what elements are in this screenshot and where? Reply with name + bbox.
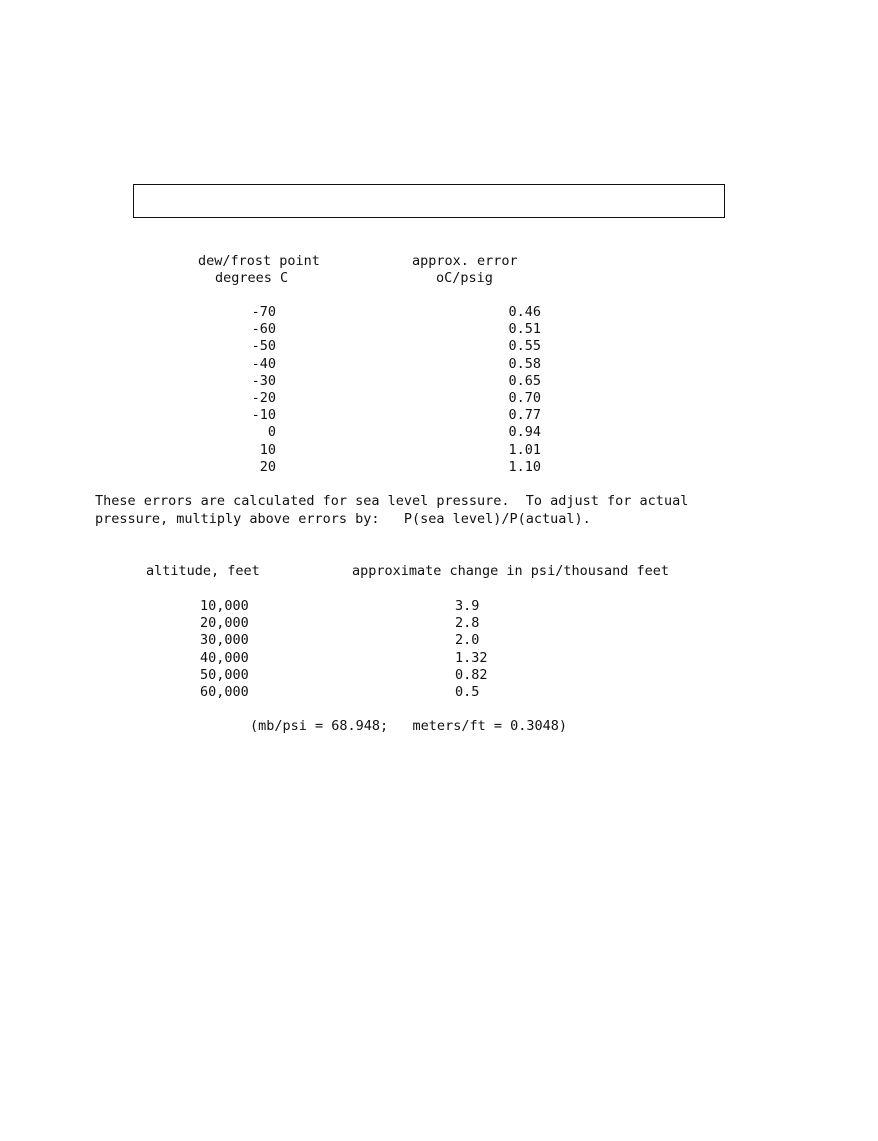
table-row: [0, 390, 878, 407]
error-value: 1.01: [508, 441, 541, 458]
altitude-pressure-table: [0, 598, 878, 701]
error-value: 0.70: [508, 389, 541, 406]
table1-header-col2-line1: approx. error: [412, 253, 518, 269]
table-row: [0, 407, 878, 424]
table-row: [0, 338, 878, 355]
table1-header-col1-line2: degrees C: [215, 270, 289, 286]
sea-level-note: [95, 493, 735, 528]
table-row: [0, 667, 878, 684]
altitude-value: 50,000: [200, 666, 249, 683]
table-row: [0, 459, 878, 476]
pressure-change-value: 0.5: [455, 683, 480, 700]
table1-header-col1-line1: dew/frost point: [198, 253, 320, 269]
error-value: 0.77: [508, 407, 541, 424]
conversion-footnote: (mb/psi = 68.948; meters/ft = 0.3048): [250, 718, 567, 734]
dew-point-value: -20: [251, 389, 276, 406]
altitude-value: 40,000: [200, 649, 249, 666]
error-value: 0.46: [508, 304, 541, 320]
table-row: [0, 304, 878, 321]
altitude-value: 10,000: [200, 598, 249, 614]
table-row: [0, 442, 878, 459]
pressure-change-value: 1.32: [455, 649, 488, 666]
pressure-change-value: 2.0: [455, 632, 480, 649]
note-line-2: pressure, multiply above errors by: P(sea level)/P(actual).: [95, 510, 591, 527]
dew-point-value: 20: [259, 458, 276, 475]
error-value: 0.65: [508, 372, 541, 389]
altitude-value: 30,000: [200, 632, 249, 649]
dew-point-value: -60: [251, 321, 276, 338]
table1-header-col2-line2: oC/psig: [436, 270, 493, 286]
table-row: [0, 373, 878, 390]
altitude-value: 20,000: [200, 615, 249, 632]
dew-point-value: -40: [251, 355, 276, 372]
dew-point-value: -50: [251, 338, 276, 355]
table-row: [0, 650, 878, 667]
table-row: [0, 356, 878, 373]
error-value: 0.58: [508, 355, 541, 372]
table2-header-col1: altitude, feet: [146, 563, 260, 579]
dew-point-value: 10: [259, 441, 276, 458]
table-row: [0, 321, 878, 338]
table2-header-col2: approximate change in psi/thousand feet: [352, 563, 669, 579]
altitude-value: 60,000: [200, 683, 249, 700]
table-row: [0, 632, 878, 649]
title-box: [133, 184, 725, 218]
dew-point-value: -70: [251, 304, 276, 320]
table-row: [0, 598, 878, 615]
pressure-change-value: 2.8: [455, 615, 480, 632]
table-row: [0, 684, 878, 701]
error-value: 0.55: [508, 338, 541, 355]
error-value: 0.94: [508, 424, 541, 441]
error-value: 0.51: [508, 321, 541, 338]
note-line-1: These errors are calculated for sea level pressure. To adjust for actual: [95, 493, 689, 509]
dew-point-error-table: [0, 304, 878, 476]
error-value: 1.10: [508, 458, 541, 475]
dew-point-value: 0: [267, 424, 276, 441]
pressure-change-value: 0.82: [455, 666, 488, 683]
pressure-change-value: 3.9: [455, 598, 480, 614]
dew-point-value: -30: [251, 372, 276, 389]
dew-point-value: -10: [251, 407, 276, 424]
table-row: [0, 615, 878, 632]
table-row: [0, 424, 878, 441]
